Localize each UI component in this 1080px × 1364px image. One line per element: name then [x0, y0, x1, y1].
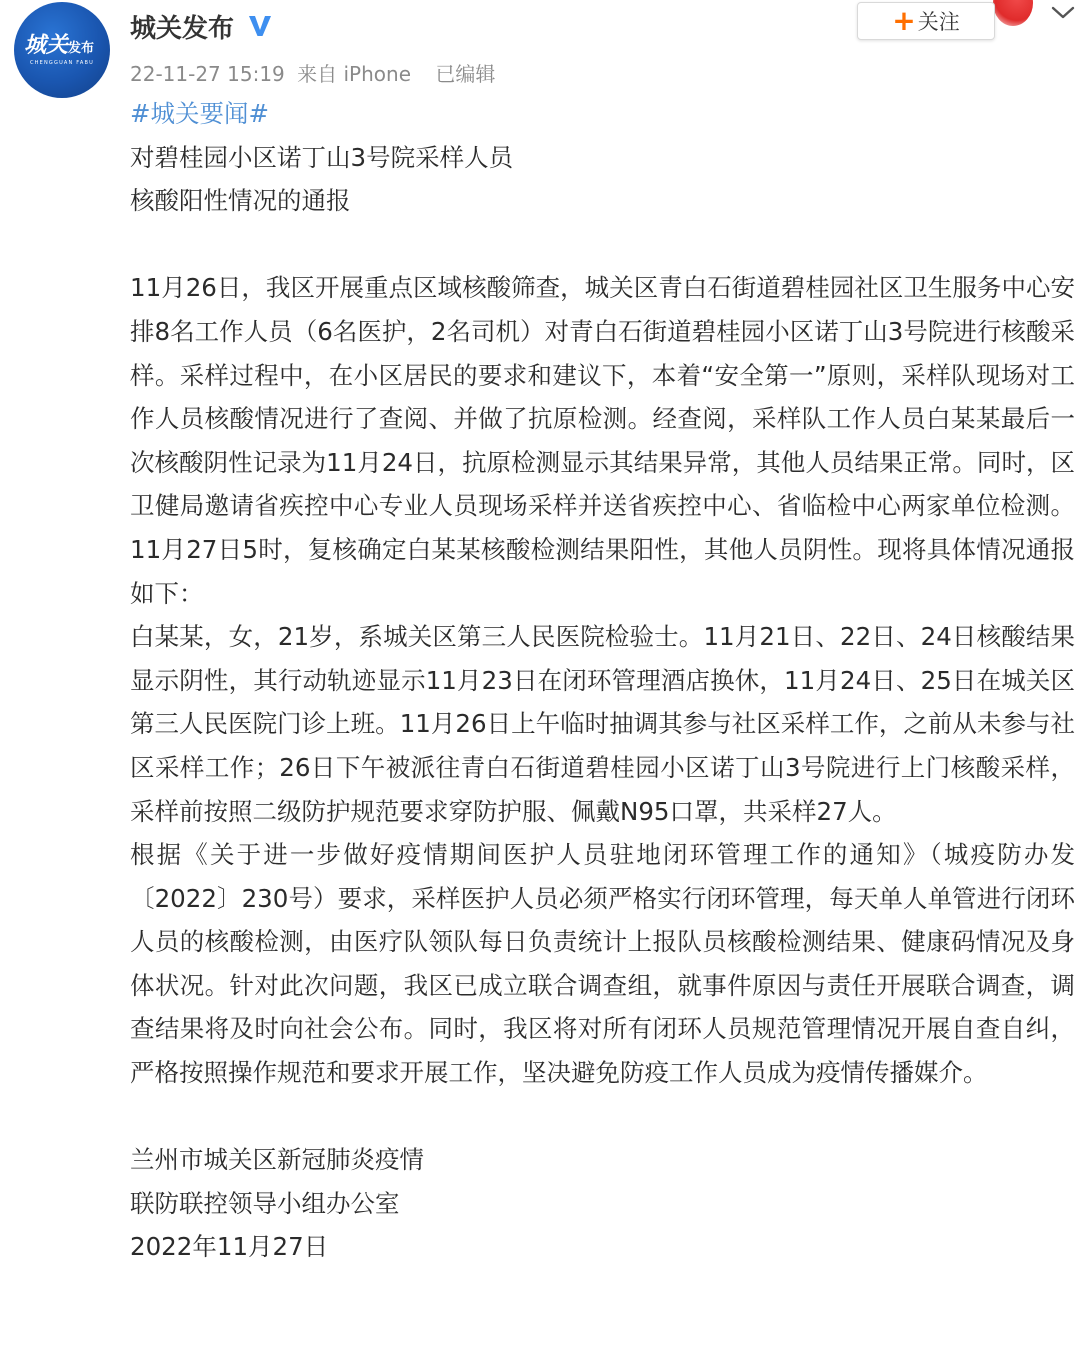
- follow-label: 关注: [917, 10, 960, 34]
- post-time: 22-11-27 15:19: [130, 62, 285, 86]
- spacer: [130, 1095, 1075, 1139]
- edited-label[interactable]: 已编辑: [435, 62, 496, 86]
- paragraph-2: 白某某，女，21岁，系城关区第三人民医院检验士。11月21日、22日、24日核酸结果显示阴性，其行动轨迹显示11月23日在闭环管理酒店换休，11月24日、25日在城关区第三人民医院门诊上班。11月26日上午临时抽调其参与社区采样工作，之前从未参与社区采样工作；26日下午被派往青白石街道碧桂园小区诺丁山3号院进行上门核酸采样，采样前按照二级防护规范要求穿防护服、佩戴N95口罩，共采样27人。: [130, 622, 1075, 826]
- spacer: [130, 223, 1075, 267]
- avatar-pinyin: CHENGGUAN FABU: [29, 60, 95, 66]
- avatar-logo: 城关发布: [24, 32, 95, 58]
- verified-icon: [246, 12, 274, 40]
- follow-button[interactable]: [857, 2, 995, 40]
- account-name[interactable]: 城关发布: [130, 14, 235, 44]
- signature-line1: 兰州市城关区新冠肺炎疫情: [130, 1145, 424, 1175]
- hashtag-link[interactable]: #城关要闻#: [130, 99, 270, 128]
- post-title-line2: 核酸阳性情况的通报: [130, 186, 351, 216]
- post-meta: [130, 58, 501, 87]
- plus-icon: +: [892, 4, 916, 37]
- signature-line2: 联防联控领导小组办公室: [130, 1188, 400, 1218]
- paragraph-3: 根据《关于进一步做好疫情期间医护人员驻地闭环管理工作的通知》（城疫防办发〔2022〕230号）要求，采样医护人员必须严格实行闭环管理，每天单人单管进行闭环人员的核酸检测，由医疗队领队每日负责统计上报队员核酸检测结果、健康码情况及身体状况。针对此次问题，我区已成立联合调查组，就事件原因与责任开展联合调查，调查结果将及时向社会公布。同时，我区将对所有闭环人员规范管理情况开展自查自纠，严格按照操作规范和要求开展工作，坚决避免防疫工作人员成为疫情传播媒介。: [130, 840, 1075, 1088]
- post-title-line1: 对碧桂园小区诺丁山3号院采样人员: [130, 142, 514, 172]
- post-source: 来自 iPhone: [297, 62, 412, 86]
- paragraph-1: 11月26日，我区开展重点区域核酸筛查，城关区青白石街道碧桂园社区卫生服务中心安排8名工作人员（6名医护，2名司机）对青白石街道碧桂园小区诺丁山3号院进行核酸采样。采样过程中，在小区居民的要求和建议下，本着“安全第一”原则，采样队现场对工作人员核酸情况进行了查阅、并做了抗原检测。经查阅，采样队工作人员白某某最后一次核酸阴性记录为11月24日，抗原检测显示其结果异常，其他人员结果正常。同时，区卫健局邀请省疾控中心专业人员现场采样并送省疾控中心、省临检中心两家单位检测。11月27日5时，复核确定白某某核酸检测结果阳性，其他人员阴性。现将具体情况通报如下：: [130, 273, 1075, 608]
- avatar[interactable]: [14, 2, 110, 98]
- post-body: [130, 92, 1075, 1269]
- signature-date: 2022年11月27日: [130, 1232, 329, 1262]
- notification-dot: [993, 0, 1033, 26]
- chevron-down-icon[interactable]: [1050, 2, 1076, 22]
